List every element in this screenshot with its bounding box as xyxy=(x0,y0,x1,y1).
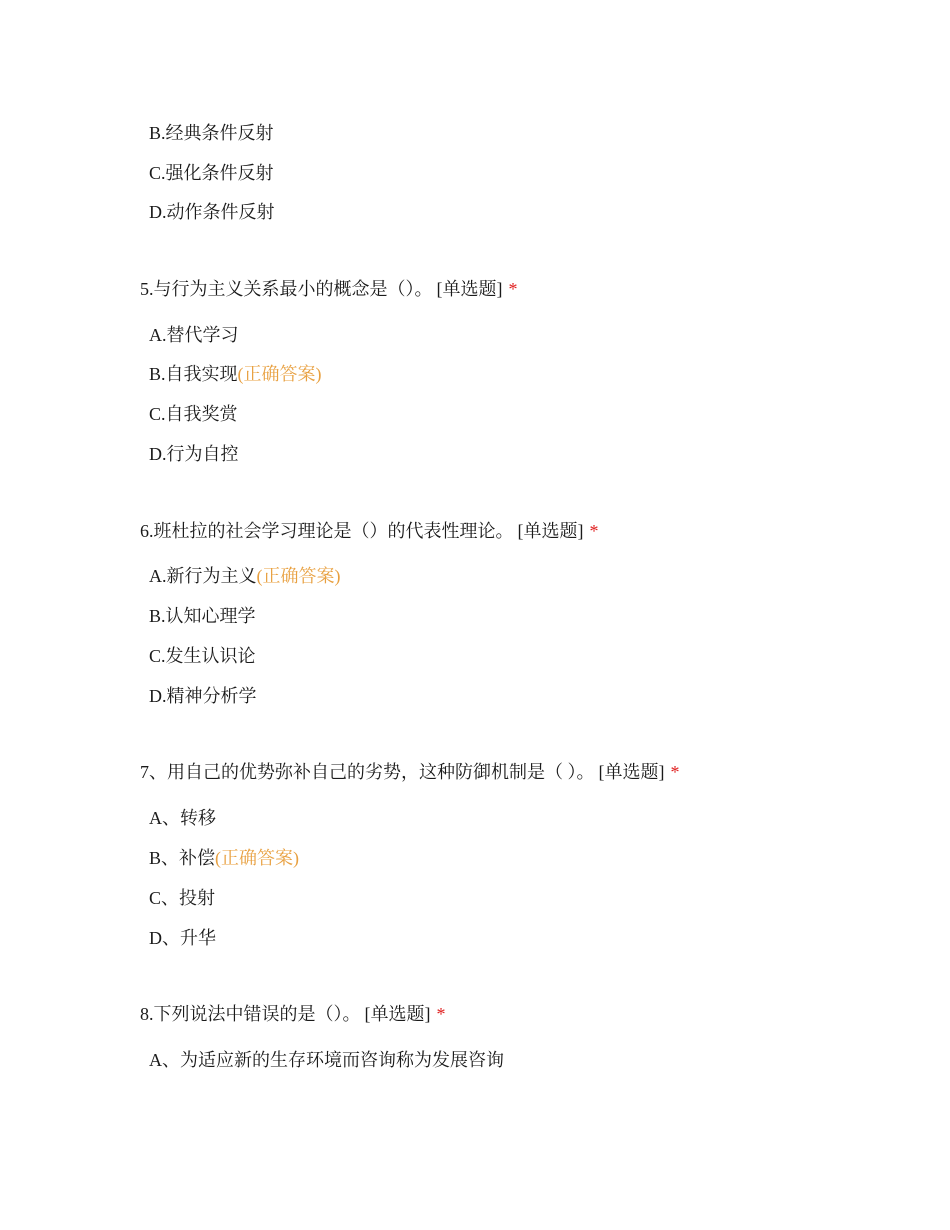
question-text: 6.班杜拉的社会学习理论是（）的代表性理论。 xyxy=(140,521,514,541)
required-marker: * xyxy=(589,521,599,541)
question-text: 5.与行为主义关系最小的概念是（）。 xyxy=(140,279,433,299)
option-text: B.自我实现 xyxy=(149,364,238,384)
question-title-5 xyxy=(140,277,518,301)
correct-answer-tag: (正确答案) xyxy=(256,566,341,586)
question-type-label: [单选题] xyxy=(436,279,503,299)
option-text: A、为适应新的生存环境而咨询称为发展咨询 xyxy=(149,1050,504,1070)
option-text: D.精神分析学 xyxy=(149,686,257,706)
option-text: A、转移 xyxy=(149,808,216,828)
option-text: C、投射 xyxy=(149,888,216,908)
option-text: D.动作条件反射 xyxy=(149,202,275,222)
option-item xyxy=(149,200,275,224)
option-item xyxy=(149,644,256,668)
required-marker: * xyxy=(436,1004,446,1024)
option-item xyxy=(149,564,341,588)
option-text: C.发生认识论 xyxy=(149,646,256,666)
option-text: D、升华 xyxy=(149,928,216,948)
option-item xyxy=(149,121,274,145)
option-item xyxy=(149,806,216,830)
option-text: B.经典条件反射 xyxy=(149,123,274,143)
required-marker: * xyxy=(670,762,680,782)
option-item xyxy=(149,926,216,950)
question-title-7 xyxy=(140,760,680,784)
question-type-label: [单选题] xyxy=(517,521,584,541)
option-text: B、补偿 xyxy=(149,848,216,868)
required-marker: * xyxy=(508,279,518,299)
option-item xyxy=(149,442,239,466)
option-item xyxy=(149,402,238,426)
correct-answer-tag: (正确答案) xyxy=(215,848,300,868)
option-text: A.新行为主义 xyxy=(149,566,257,586)
option-text: D.行为自控 xyxy=(149,444,239,464)
option-text: B.认知心理学 xyxy=(149,606,256,626)
option-item xyxy=(149,1048,504,1072)
question-title-8 xyxy=(140,1002,446,1026)
option-item xyxy=(149,362,322,386)
question-title-6 xyxy=(140,519,599,543)
question-text: 8.下列说法中错误的是（）。 xyxy=(140,1004,361,1024)
option-text: A.替代学习 xyxy=(149,325,239,345)
option-text: C.强化条件反射 xyxy=(149,163,274,183)
correct-answer-tag: (正确答案) xyxy=(237,364,322,384)
option-item xyxy=(149,846,299,870)
option-item xyxy=(149,886,215,910)
option-text: C.自我奖赏 xyxy=(149,404,238,424)
question-type-label: [单选题] xyxy=(598,762,665,782)
option-item xyxy=(149,161,274,185)
question-type-label: [单选题] xyxy=(364,1004,431,1024)
question-text: 7、用自己的优势弥补自己的劣势，这种防御机制是（ ）。 xyxy=(140,762,595,782)
option-item xyxy=(149,604,256,628)
option-item xyxy=(149,323,239,347)
option-item xyxy=(149,684,257,708)
